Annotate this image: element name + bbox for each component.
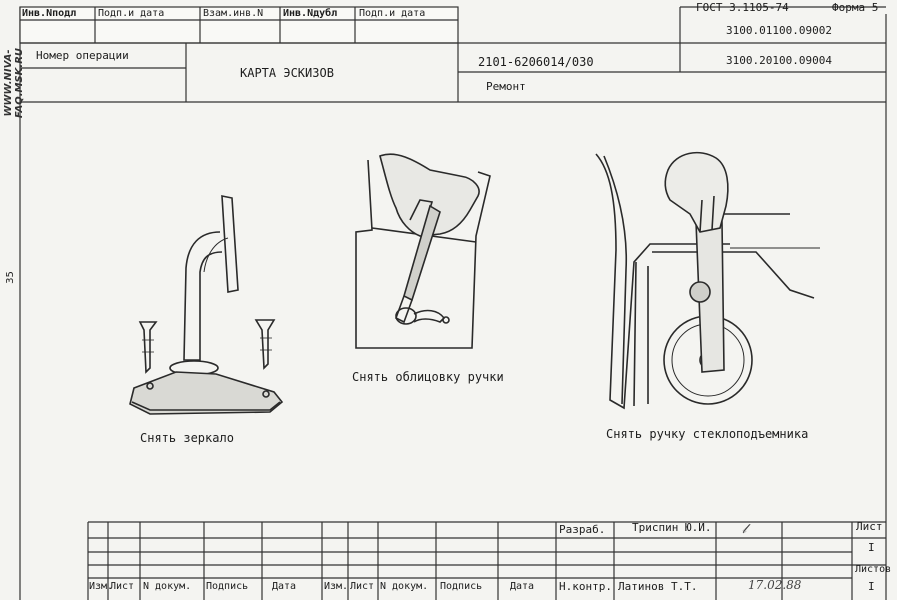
mirror-sketch: [130, 196, 282, 414]
cell-podp-data: Подп.и дата: [98, 8, 165, 19]
signature-date: 17.02.88: [748, 578, 802, 592]
caption-remove-mirror: Снять зеркало: [140, 431, 234, 445]
sheets-label: Листов: [855, 564, 892, 575]
role-developer: Разраб.: [559, 523, 606, 536]
page-number: 35: [4, 271, 16, 284]
role-norm-control: Н.контр.: [559, 580, 612, 593]
caption-remove-handle-trim: Снять облицовку ручки: [352, 370, 504, 384]
handle-trim-sketch: [356, 154, 490, 348]
doc-code-2: 3100.20100.09004: [726, 54, 832, 67]
cell-vzam-inv: Взам.инв.N: [203, 8, 264, 19]
cell-inv-dubl: Инв.Nдубл: [283, 8, 338, 19]
card-title: КАРТА ЭСКИЗОВ: [240, 66, 334, 80]
part-code: 2101-6206014/030: [478, 55, 594, 69]
col-podpis-2: Подпись: [440, 581, 483, 592]
col-n-dokum: N докум.: [143, 581, 192, 592]
side-watermark: WWW.NIVA-FAQ.MSK.RU: [3, 47, 25, 119]
name-developer: Триспин Ю.И.: [632, 521, 712, 534]
col-list: Лист: [110, 581, 135, 592]
col-list-2: Лист: [350, 581, 375, 592]
sheet-value: I: [868, 541, 875, 554]
cell-podp-data-2: Подп.и дата: [359, 8, 426, 19]
window-crank-sketch: [596, 153, 820, 408]
name-norm-control: Латинов Т.Т.: [618, 580, 698, 593]
developer-signature: 𝓁: [742, 522, 747, 537]
doc-code-1: 3100.01100.09002: [726, 24, 832, 37]
col-izm: Изм.: [89, 581, 114, 592]
col-data: Дата: [272, 581, 297, 592]
form-frame: [20, 7, 886, 600]
col-n-dokum-2: N докум.: [380, 581, 429, 592]
col-data-2: Дата: [510, 581, 535, 592]
gost-standard: ГОСТ 3.1105-74: [696, 1, 789, 14]
sheet-label: Лист: [856, 520, 883, 533]
caption-remove-window-crank: Снять ручку стеклоподъемника: [606, 427, 809, 441]
operation-number-label: Номер операции: [36, 49, 129, 62]
work-type: Ремонт: [486, 80, 526, 93]
cell-inv-podl: Инв.Nподл: [22, 8, 77, 19]
form-number: Форма 5: [832, 1, 879, 14]
col-podpis: Подпись: [206, 581, 249, 592]
col-izm-2: Изм.: [324, 581, 349, 592]
sheets-value: I: [868, 580, 875, 593]
